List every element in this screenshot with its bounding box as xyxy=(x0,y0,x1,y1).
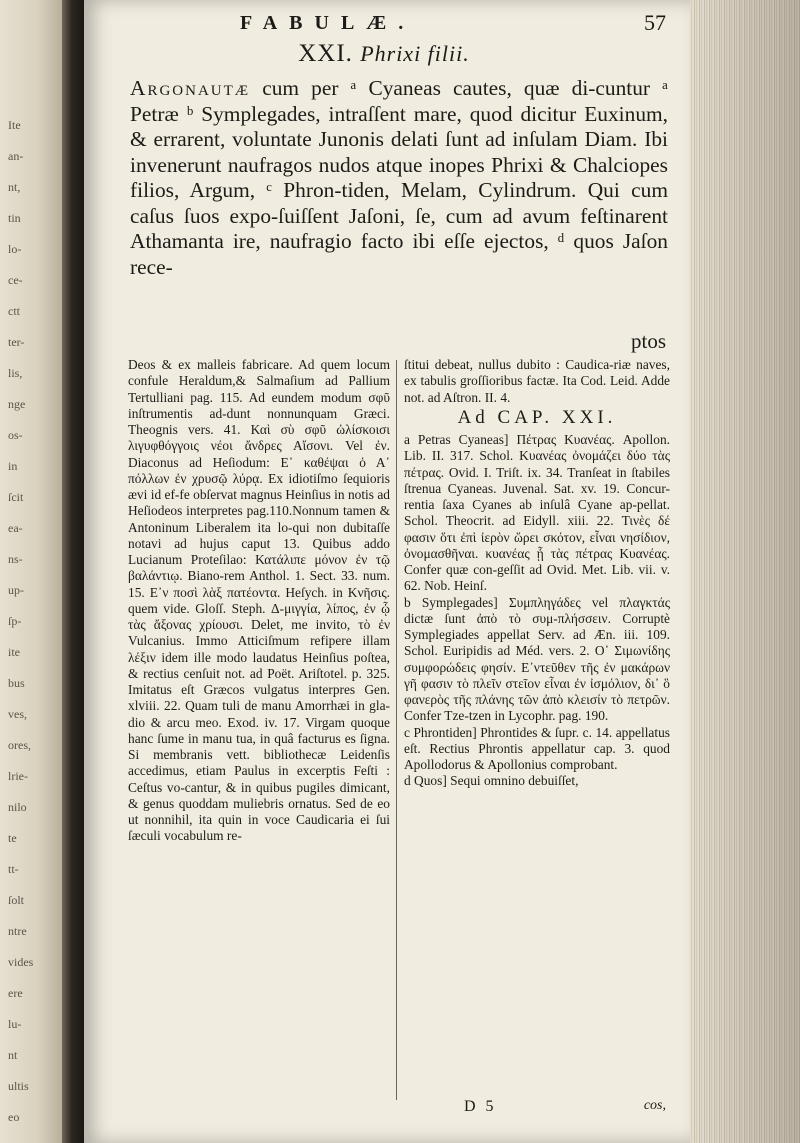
margin-fragment: os- xyxy=(8,428,23,442)
margin-fragment: ultis xyxy=(8,1079,29,1093)
margin-fragment: ores, xyxy=(8,738,31,752)
margin-fragment: ea- xyxy=(8,521,23,535)
page-number: 57 xyxy=(644,10,666,35)
margin-fragment: te xyxy=(8,831,17,845)
running-head-title: FABULÆ. xyxy=(240,12,416,34)
column-divider xyxy=(396,360,397,1100)
margin-fragment: ves, xyxy=(8,707,27,721)
margin-fragment: tt- xyxy=(8,862,19,876)
chapter-heading xyxy=(84,40,684,68)
margin-fragment: bus xyxy=(8,676,25,690)
notes-right-top: ſtitui debeat, nullus dubito : Caudica-riæ naves, ex tabulis groſſioribus factæ. Ita Cod. Leid. Adde not. ad Aſtron. II. 4. xyxy=(404,357,670,405)
book-spine xyxy=(62,0,84,1143)
notes-catchword: cos, xyxy=(643,1098,666,1113)
margin-fragment: lrie- xyxy=(8,769,28,783)
main-text-first-word: Argonautæ xyxy=(130,76,251,100)
margin-fragment: ſcit xyxy=(8,490,24,504)
margin-fragment: an- xyxy=(8,149,24,163)
margin-fragment: in xyxy=(8,459,18,473)
margin-fragment: lu- xyxy=(8,1017,22,1031)
margin-fragment: up- xyxy=(8,583,24,597)
page-edges-shade xyxy=(690,0,800,1143)
chapter-number: XXI. xyxy=(298,40,353,67)
notes-right-body: a Petras Cyaneas] Πέτρας Κυανέας. Apollon. Lib. II. 317. Schol. Κυανέας ὀνομάζει δύο τὰς πέτρας. Ovid. I. Triſt. ix. 34. Tranſeat in ſtabiles ſtrenua Cyaneas. Juvenal. Sat. xv. 19. Concur-rentia ſaxa Cyanes ab inſulâ Cyane ap-pellat. Schol. Theocrit. ad Eidyll. xiii. 22. Τινὲς δέ φασιν ὅτι ἐπὶ ἰερὸν ὥρει σκότον, εἶναι νησίδιον, ὀνομασθῆναι. κυανέας ᾗ τὰς πέτρας Κυανέας. Confer quæ con-geſſit ad Ovid. Met. Lib. vii. v. 62. Nob. Heinſ. b Symplegades] Συμπληγάδες vel πλαγκτάς dictæ ſunt ἀπὸ τὸ συμ-πλήσσειν. Corruptè Symplegiades appellat Serv. ad Æn. iii. 109. Schol. Euripidis ad Méd. vers. 2. Ο᾽ Σιμωνίδης συμφορώδεις φησίν. Ε᾽ντεῦθεν τῆς ἐν μακάρων γῆ φασιν τὸ πλεῖν στεῖον εἶναι ἐν ἰσμόλιον, δι᾽ ὃ φανερὸς τῆς πλάνης τῶν ἀπὸ κλεισίν τὸ πετρῶν. Confer Tze-tzen in Lycophr. pag. 190. c Phrontiden] Phrontides & ſupr. c. 14. appellatus eſt. Rectius Phrontis appellatur cap. 3. quod Apollodorus & Apollonius comprobant. d Quos] Sequi omnino debuiſſet, xyxy=(404,432,670,789)
margin-fragment: Ite xyxy=(8,118,21,132)
margin-fragment: tin xyxy=(8,211,21,225)
previous-page-margin xyxy=(0,0,62,1143)
page-edges xyxy=(690,0,800,1143)
margin-fragment: ns- xyxy=(8,552,23,566)
margin-fragment: eo xyxy=(8,1110,20,1124)
main-catchword: ptos xyxy=(630,329,666,353)
margin-fragment: ſolt xyxy=(8,893,25,907)
margin-fragment: lo- xyxy=(8,242,22,256)
chapter-title: Phrixi filii. xyxy=(360,41,470,66)
margin-fragment: ctt xyxy=(8,304,20,318)
margin-fragment: lis, xyxy=(8,366,23,380)
notes-left-column: Deos & ex malleis fabricare. Ad quem locum confule Heraldum,& Salmaſium ad Pallium Tertulliani pag. 115. Ad eundem modum σφῦ inſtrumentis ad-dunt nonnunquam Græci. Theognis vers. 41. Καὶ σὺ σφῦ ὠλίσκοισι λιγυφθόγγοις νέοι ἄνδρες Αἴσονι. Vel ἐν. Diaconus ad Heſiodum: Ε᾽ καθέψαι ὁ Α᾽ πόλλων ἐν χρυσῷ λύρᾳ. Ex idiotiſmo ſequioris ævi id ef-fe obſervat magnus Heinſius in notis ad Heſiodeos interpretes pag.110.Nonnum tamen & Antoninum Liberalem ita lo-qui non dubitaſſe notavi ad hujus caput 13. Quibus addo Lucianum Proteſilao: Κατάλιπε μόνον ἐν τῷ βαλάντιῳ. Biano-rem Anthol. 1. Sect. 33. num. 15. Ε᾽ν ποσὶ λὰξ πατέοντα. Heſych. in Κνῆσις. quem vide. Gloſſ. Steph. Δ-μιγγία, λίπος, ἐν ᾧ τὰς ἄξονας χρίουσι. Delet, me invito, τὸ ἐν Vulcanius. Immo Atticiſmum refipere illam λέξιν idem ille modo laudatus Heinſius poſtea, & rectius cenſuit not. ad Poët. Ariſtotel. p. 325. Imitatus eſt Græcos vulgatus interpres Gen. xlviii. 22. Quam tuli de manu Amorrhæi in gla-dio & arcu meo. Exod. iv. 17. Virgam quoque hanc ſume in manu tua, in quâ facturus es ſigna. Si membranis vett. bibliothecæ Leidenſis accedimus, etiam Paulus in excerptis Feſti : Ceſtus vo-cantur, & in quibus pugiles dimicant, & genus quoddam muliebris ornatus. Sed de eo ut nonnihil, ita quin in voce Caudicaria ei ſui ſæculi vocabulum re- xyxy=(128,357,390,844)
main-text-body: cum per ᵃ Cyaneas cautes, quæ di-cuntur ᵃ Petræ ᵇ Symplegades, intraſſent mare, quod dicitur Euxinum, & errarent, voluntate Junonis delati ſunt ad inſulam Diam. Ibi invenerunt naufragos nudos atque inopes Phrixi & Chalciopes filios, Argum, ᶜ Phron-tiden, Melam, Cylindrum. Qui cum caſus ſuos expo-ſuiſſent Jaſoni, ſe, cum ad avum feſtinarent Athamanta ire, naufragio facto ibi eſſe ejectos, ᵈ quos Jaſon rece- xyxy=(130,76,668,279)
margin-fragment: nge xyxy=(8,397,26,411)
main-text xyxy=(130,76,668,280)
margin-fragment: nilo xyxy=(8,800,27,814)
margin-fragment: ntre xyxy=(8,924,27,938)
margin-fragment: ere xyxy=(8,986,23,1000)
notes-chapter-heading: Ad CAP. XXI. xyxy=(457,406,617,428)
notes-right-column xyxy=(404,357,670,790)
margin-fragment: ter- xyxy=(8,335,25,349)
margin-fragment: nt, xyxy=(8,180,21,194)
signature-mark: D 5 xyxy=(464,1098,497,1115)
margin-fragment: nt xyxy=(8,1048,18,1062)
margin-fragment: vides xyxy=(8,955,34,969)
book-page xyxy=(84,0,690,1143)
margin-fragment: ſp- xyxy=(8,614,22,628)
margin-fragment: ite xyxy=(8,645,20,659)
running-head xyxy=(110,10,670,40)
margin-fragment: ce- xyxy=(8,273,23,287)
